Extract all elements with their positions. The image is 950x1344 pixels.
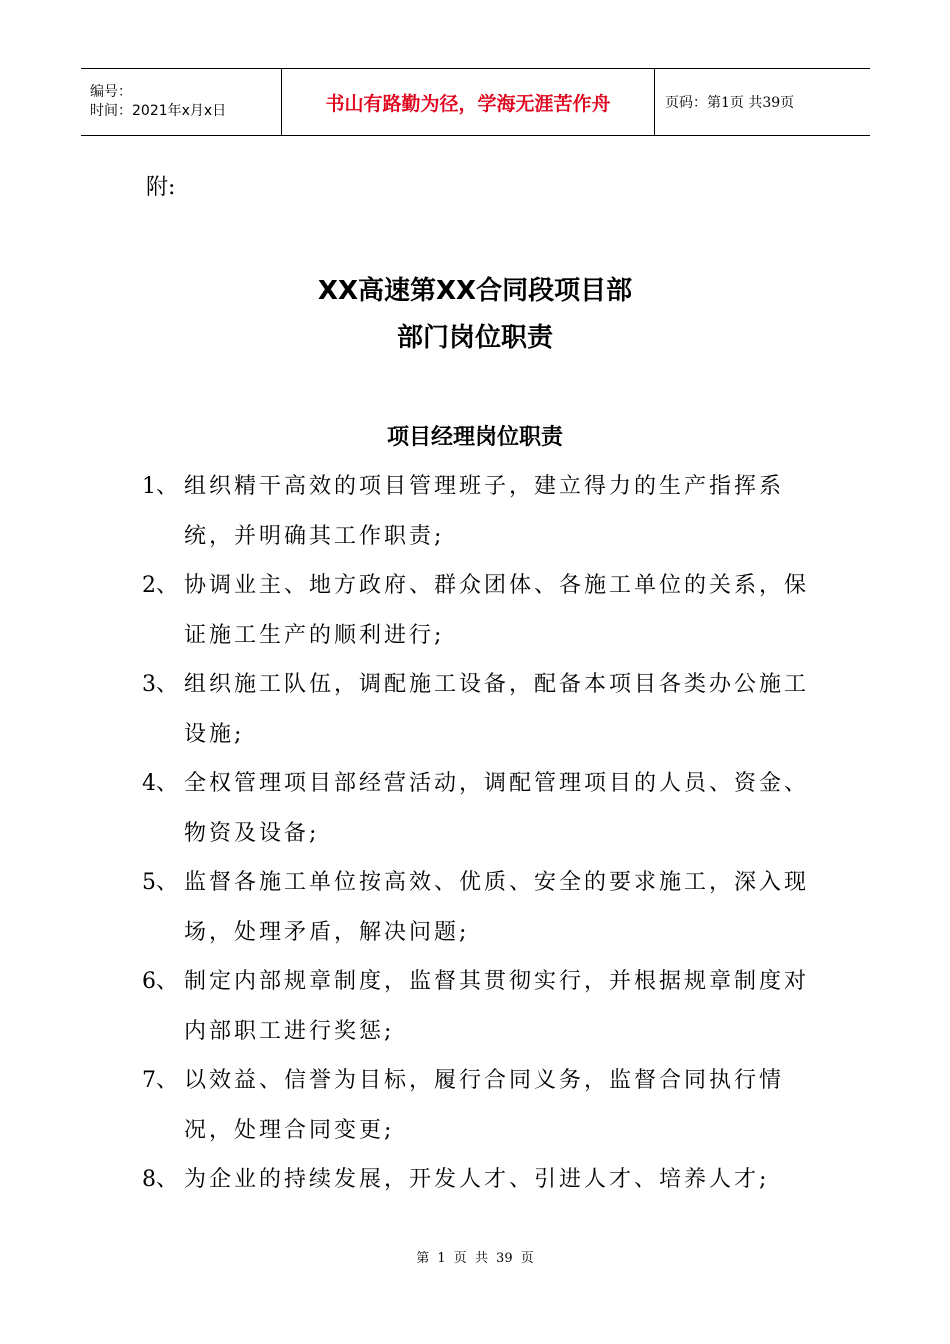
duty-number: 1、	[142, 474, 178, 499]
page-info-text: 页码：第1页 共39页	[665, 95, 795, 111]
duty-item	[142, 1056, 810, 1155]
duty-item	[142, 759, 810, 858]
duty-list	[142, 462, 842, 1205]
attachment-label: 附:	[146, 175, 176, 200]
duty-item	[142, 858, 810, 957]
duty-number: 4、	[142, 771, 178, 796]
section-title: 项目经理岗位职责	[386, 425, 563, 450]
duty-item	[142, 561, 810, 660]
date-label: 时间：2021年x月x日	[90, 103, 227, 119]
document-title: XX高速第XX合同段项目部	[317, 276, 633, 306]
duty-number: 7、	[142, 1068, 178, 1093]
document-subtitle: 部门岗位职责	[396, 323, 553, 353]
duty-item	[142, 1155, 810, 1205]
duty-text: 协调业主、地方政府、群众团体、各施工单位的关系，保证施工生产的顺利进行;	[184, 573, 810, 648]
duty-text: 监督各施工单位按高效、优质、安全的要求施工，深入现场，处理矛盾，解决问题;	[184, 870, 810, 945]
serial-number-label: 编号：	[90, 84, 132, 100]
duty-text: 全权管理项目部经营活动，调配管理项目的人员、资金、物资及设备;	[184, 771, 810, 846]
duty-number: 8、	[142, 1167, 178, 1192]
duty-number: 6、	[142, 969, 178, 994]
header-motto	[282, 69, 655, 135]
document-header	[81, 68, 870, 136]
header-page-info	[655, 69, 870, 135]
duty-item	[142, 462, 810, 561]
duty-item	[142, 660, 810, 759]
motto-text: 书山有路勤为径，学海无涯苦作舟	[325, 92, 611, 115]
duty-text: 组织精干高效的项目管理班子，建立得力的生产指挥系统，并明确其工作职责;	[184, 474, 785, 549]
duty-item	[142, 957, 810, 1056]
header-meta	[81, 69, 282, 135]
duty-number: 3、	[142, 672, 178, 697]
page-footer: 第 1 页 共 39 页	[416, 1251, 534, 1266]
duty-number: 2、	[142, 573, 178, 598]
duty-text: 制定内部规章制度，监督其贯彻实行，并根据规章制度对内部职工进行奖惩;	[184, 969, 810, 1044]
duty-text: 为企业的持续发展，开发人才、引进人才、培养人才;	[184, 1167, 770, 1192]
duty-number: 5、	[142, 870, 178, 895]
duty-text: 组织施工队伍，调配施工设备，配备本项目各类办公施工设施;	[184, 672, 810, 747]
duty-text: 以效益、信誉为目标，履行合同义务，监督合同执行情况，处理合同变更;	[184, 1068, 785, 1143]
